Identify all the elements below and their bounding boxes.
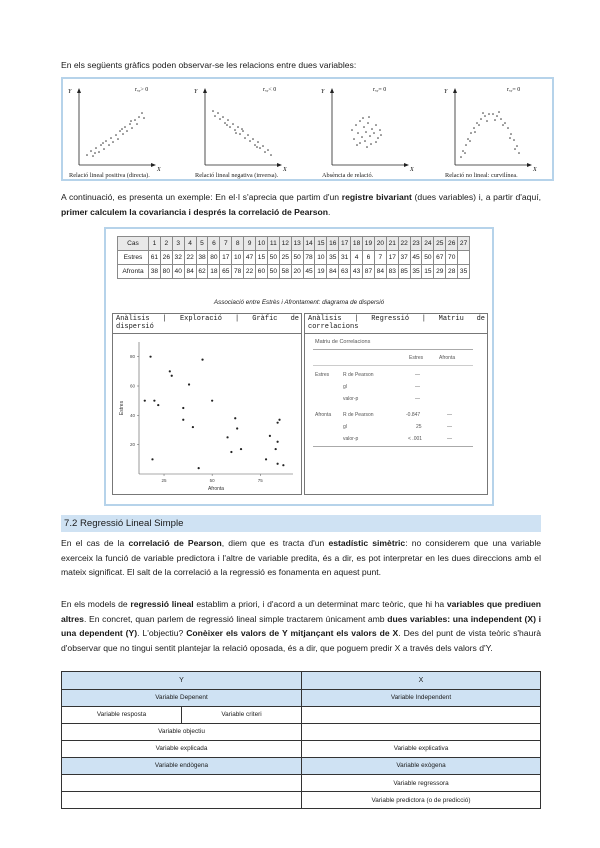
scatter-point (277, 463, 279, 465)
scatter-point (149, 356, 151, 358)
matrix-title: Matriu de Correlacions (315, 339, 371, 345)
panel-curvilinear (441, 83, 559, 179)
stat-label: gl (343, 384, 347, 390)
scatter-panel (112, 313, 302, 495)
cell-empty (62, 774, 302, 791)
table-cell: 26 (160, 251, 172, 265)
table-cell: 7 (374, 251, 386, 265)
table-cell: 84 (327, 265, 339, 279)
y-axis-label: Y (68, 89, 72, 95)
table-cell: 21 (386, 237, 398, 251)
scatter-point (192, 426, 194, 428)
scatter-point (201, 359, 203, 361)
panel-path-cont: dispersió (116, 323, 154, 331)
coef-label: rₓᵧ= 0 (373, 87, 387, 93)
cell-y-explained: Variable explicada (62, 740, 302, 757)
section-heading: 7.2 Regressió Lineal Simple (61, 515, 541, 532)
x-axis-label: X (157, 167, 161, 173)
cell-y-dependent: Variable Depenent (62, 689, 302, 706)
table-cell: 62 (196, 265, 208, 279)
table-cell: 2 (160, 237, 172, 251)
scatter-point (182, 407, 184, 409)
value-cell: — (447, 436, 452, 442)
table-cell: 1 (149, 237, 161, 251)
table-cell: 50 (267, 251, 279, 265)
variable-names-table (61, 671, 541, 809)
table-cell: 78 (232, 265, 244, 279)
value-cell: — (415, 396, 420, 402)
cell-y-response: Variable resposta (62, 706, 182, 723)
row-label-estres: Estres (315, 372, 330, 378)
scatter-point (153, 400, 155, 402)
scatter-point (144, 400, 146, 402)
scatter-point (226, 436, 228, 438)
correlation-types-figure (61, 77, 554, 181)
panel-path-part: Matriu (438, 315, 464, 323)
table-cell: 27 (458, 237, 470, 251)
gl-value: 25 (416, 424, 422, 430)
example-figure (104, 227, 494, 506)
y-axis-label: Y (194, 89, 198, 95)
y-axis-label: Y (321, 89, 325, 95)
value-cell: — (447, 424, 452, 430)
correlation-matrix (305, 334, 487, 484)
table-cell: 6 (208, 237, 220, 251)
intro-line: En els següents gràfics poden observar-se les relacions entre dues variables: (61, 60, 357, 70)
scatter-point (169, 370, 171, 372)
x-tick-label: 75 (257, 478, 263, 483)
table-cell: 4 (184, 237, 196, 251)
table-row (118, 265, 470, 279)
case-table (117, 236, 470, 279)
stat-label: valor-p (343, 436, 359, 442)
table-cell: 15 (422, 265, 434, 279)
table-cell (458, 251, 470, 265)
matrix-rule (313, 365, 473, 366)
table-row (118, 251, 470, 265)
table-cell: 4 (351, 251, 363, 265)
positive-scatter-graphic (65, 83, 183, 173)
panel-path-part: Anàlisis (308, 315, 342, 323)
y-axis-label: Y (444, 89, 448, 95)
scatter-point (234, 417, 236, 419)
cell-x-independent: Variable Independent (302, 689, 541, 706)
x-axis-label: X (533, 167, 537, 173)
table-cell: 19 (363, 237, 375, 251)
table-cell: 80 (160, 265, 172, 279)
scatter-point (269, 435, 271, 437)
table-cell: 18 (208, 265, 220, 279)
cell-y-endogenous: Variable endògena (62, 757, 302, 774)
table-cell: 22 (398, 237, 410, 251)
negative-scatter-graphic (191, 83, 309, 173)
table-cell: 25 (434, 237, 446, 251)
row-label-afronta: Afronta (315, 412, 332, 418)
table-cell: 26 (446, 237, 458, 251)
scatter-point (277, 422, 279, 424)
scatter-point (265, 458, 267, 460)
table-cell: 16 (327, 237, 339, 251)
cell-y-criterion: Variable criteri (182, 706, 302, 723)
table-cell: 32 (172, 251, 184, 265)
panel-positive (65, 83, 183, 179)
panel-path-cont: correlacions (308, 323, 359, 331)
cell-empty (62, 792, 302, 809)
scatter-point (240, 448, 242, 450)
table-cell: 80 (208, 251, 220, 265)
table-cell: Afronta (118, 265, 149, 279)
panel-path-part: | (354, 315, 359, 323)
panel-none (318, 83, 436, 179)
panel-path-part: | (162, 315, 167, 323)
table-cell: 20 (374, 237, 386, 251)
scatter-point (171, 375, 173, 377)
table-cell: 10 (256, 237, 268, 251)
scatter-point (278, 419, 280, 421)
stat-label: R de Pearson (343, 412, 374, 418)
value-cell: — (447, 412, 452, 418)
table-cell: 78 (303, 251, 315, 265)
y-tick-label: 80 (129, 354, 135, 360)
table-cell: 35 (458, 265, 470, 279)
correlation-panel-header (305, 314, 487, 334)
table-cell: 38 (149, 265, 161, 279)
table-cell: 58 (279, 265, 291, 279)
table-cell: 19 (315, 265, 327, 279)
table-cell: 23 (410, 237, 422, 251)
table-cell: 22 (244, 265, 256, 279)
panel-path-part: Exploració (179, 315, 222, 323)
cell-x-predictor: Variable predictora (o de predicció) (302, 792, 541, 809)
table-cell: 8 (232, 237, 244, 251)
scatter-point (198, 467, 200, 469)
table-cell: 40 (172, 265, 184, 279)
y-axis-title: Estres (119, 400, 125, 416)
models-paragraph (61, 597, 541, 655)
header-x: X (302, 672, 541, 690)
scatter-point (188, 383, 190, 385)
table-cell: 50 (422, 251, 434, 265)
cell-y-objective: Variable objectiu (62, 723, 302, 740)
table-cell: 45 (303, 265, 315, 279)
y-tick-label: 60 (129, 383, 135, 389)
table-cell: 18 (351, 237, 363, 251)
table-cell: 22 (184, 251, 196, 265)
no-relation-scatter-graphic (318, 83, 436, 173)
table-cell: Estres (118, 251, 149, 265)
table-cell: 10 (315, 251, 327, 265)
panel-path-part: | (421, 315, 426, 323)
scatter-point (230, 451, 232, 453)
x-tick-label: 50 (209, 478, 215, 483)
cell-x-exogenous: Variable exògena (302, 757, 541, 774)
example-paragraph (61, 190, 541, 219)
stat-label: R de Pearson (343, 372, 374, 378)
panel-path-part: Gràfic (252, 315, 278, 323)
table-cell: 10 (232, 251, 244, 265)
table-cell: 24 (422, 237, 434, 251)
table-cell: 37 (398, 251, 410, 265)
value-cell: — (415, 372, 420, 378)
intro-text (61, 58, 541, 73)
table-cell: 84 (184, 265, 196, 279)
pearson-text: En el cas de la correlació de Pearson, diem que es tracta d'un estadístic simètric: no considerem que una variable exerceix la funció de variable predictora i l'altre de variable predita, és a dir, es pot interpretar en les dues direccions amb el mateix significat. El salt de la correlació a la regressió es fonamenta en aquest punt. (61, 538, 542, 578)
scatter-point (211, 400, 213, 402)
x-axis-title: Afronta (207, 486, 225, 492)
table-cell: 35 (327, 251, 339, 265)
x-axis-label: X (283, 167, 287, 173)
panel-path-part: de (290, 315, 299, 323)
scatter-point (282, 464, 284, 466)
table-cell: 87 (363, 265, 375, 279)
table-cell: 45 (410, 251, 422, 265)
col-header-estres: Estres (409, 355, 424, 361)
stat-label: valor-p (343, 396, 359, 402)
matrix-rule (313, 446, 473, 447)
r-value: -0.847 (406, 412, 421, 418)
table-cell: 63 (339, 265, 351, 279)
table-cell: 6 (363, 251, 375, 265)
scatter-point (182, 419, 184, 421)
table-cell: 85 (398, 265, 410, 279)
cell-empty (302, 723, 541, 740)
table-cell: 28 (446, 265, 458, 279)
table-cell: 50 (267, 265, 279, 279)
table-cell: 25 (279, 251, 291, 265)
panel-path-part: | (235, 315, 240, 323)
table-cell: 20 (291, 265, 303, 279)
table-cell: 50 (291, 251, 303, 265)
table-cell: 35 (410, 265, 422, 279)
table-cell: 11 (267, 237, 279, 251)
panel-path-part: Anàlisis (116, 315, 150, 323)
panel-caption: Relació lineal negativa (inversa). (195, 172, 279, 179)
panel-path-part: Regressió (371, 315, 410, 323)
table-cell: 38 (196, 251, 208, 265)
scatter-point (236, 427, 238, 429)
table-cell: 60 (256, 265, 268, 279)
scatter-point (277, 441, 279, 443)
table-cell: 83 (386, 265, 398, 279)
matrix-rule (313, 349, 473, 350)
table-cell: 5 (196, 237, 208, 251)
panel-negative (191, 83, 309, 179)
table-cell: 67 (434, 251, 446, 265)
cell-x-regressor: Variable regressora (302, 774, 541, 791)
panel-caption: Relació no lineal: curvilínea. (445, 172, 518, 179)
x-axis-label: X (410, 167, 414, 173)
scatter-point (157, 404, 159, 406)
scatter-plot (113, 334, 301, 496)
x-tick-label: 25 (161, 478, 167, 483)
cell-x-explanatory: Variable explicativa (302, 740, 541, 757)
table-cell: 31 (339, 251, 351, 265)
value-cell: — (415, 384, 420, 390)
col-header-afronta: Afronta (439, 355, 456, 361)
table-cell: 12 (279, 237, 291, 251)
table-cell: 17 (220, 251, 232, 265)
coef-label: rₓᵧ< 0 (263, 87, 277, 93)
table-cell: Cas (118, 237, 149, 251)
y-tick-label: 40 (129, 412, 135, 418)
example-text: A continuació, es presenta un exemple: En el·l s'aprecia que partim d'un registre bivariant (dues variables) i, a partir d'aquí, primer calculem la covariancia i després la correlació de Pearson. (61, 192, 541, 217)
table-header-row (118, 237, 470, 251)
panel-caption: Relació lineal positiva (directa). (69, 172, 150, 179)
table-cell: 65 (220, 265, 232, 279)
table-cell: 13 (291, 237, 303, 251)
table-cell: 14 (303, 237, 315, 251)
table-cell: 47 (244, 251, 256, 265)
figure-title: Associació entre Estrès i Afrontament: diagrama de dispersió (213, 299, 385, 306)
table-cell: 70 (446, 251, 458, 265)
table-cell: 17 (339, 237, 351, 251)
scatter-point (275, 448, 277, 450)
table-cell: 15 (256, 251, 268, 265)
table-cell: 9 (244, 237, 256, 251)
table-cell: 3 (172, 237, 184, 251)
scatter-point (151, 458, 153, 460)
coef-label: rₓᵧ> 0 (135, 87, 149, 93)
scatter-panel-header (113, 314, 301, 334)
panel-caption: Absència de relació. (322, 172, 374, 179)
header-y: Y (62, 672, 302, 690)
y-tick-label: 20 (129, 442, 135, 448)
pearson-paragraph (61, 536, 541, 580)
cell-empty (302, 706, 541, 723)
curvilinear-scatter-graphic (441, 83, 559, 173)
correlation-panel (304, 313, 488, 495)
models-text: En els models de regressió lineal establim a priori, i d'acord a un determinat marc teòric, que hi ha variables que prediuen altres. En concret, quan parlem de regressió lineal simple tractarem únicament amb dues variables: una independent (X) i una dependent (Y). L'objectiu? Conèixer els valors de Y mitjançant els valors de X. Des del punt de vista teòric s'haurà d'observar que no tingui sentit plantejar la relació oposada, és a dir, que poguem predir X a través dels valors d'Y. (61, 599, 542, 653)
table-cell: 15 (315, 237, 327, 251)
stat-label: gl (343, 424, 347, 430)
coef-label: rₓᵧ= 0 (507, 87, 521, 93)
panel-path-part: de (476, 315, 485, 323)
table-cell: 17 (386, 251, 398, 265)
table-cell: 61 (149, 251, 161, 265)
table-cell: 84 (374, 265, 386, 279)
table-cell: 7 (220, 237, 232, 251)
p-value: < .001 (408, 436, 423, 442)
table-cell: 43 (351, 265, 363, 279)
table-cell: 29 (434, 265, 446, 279)
